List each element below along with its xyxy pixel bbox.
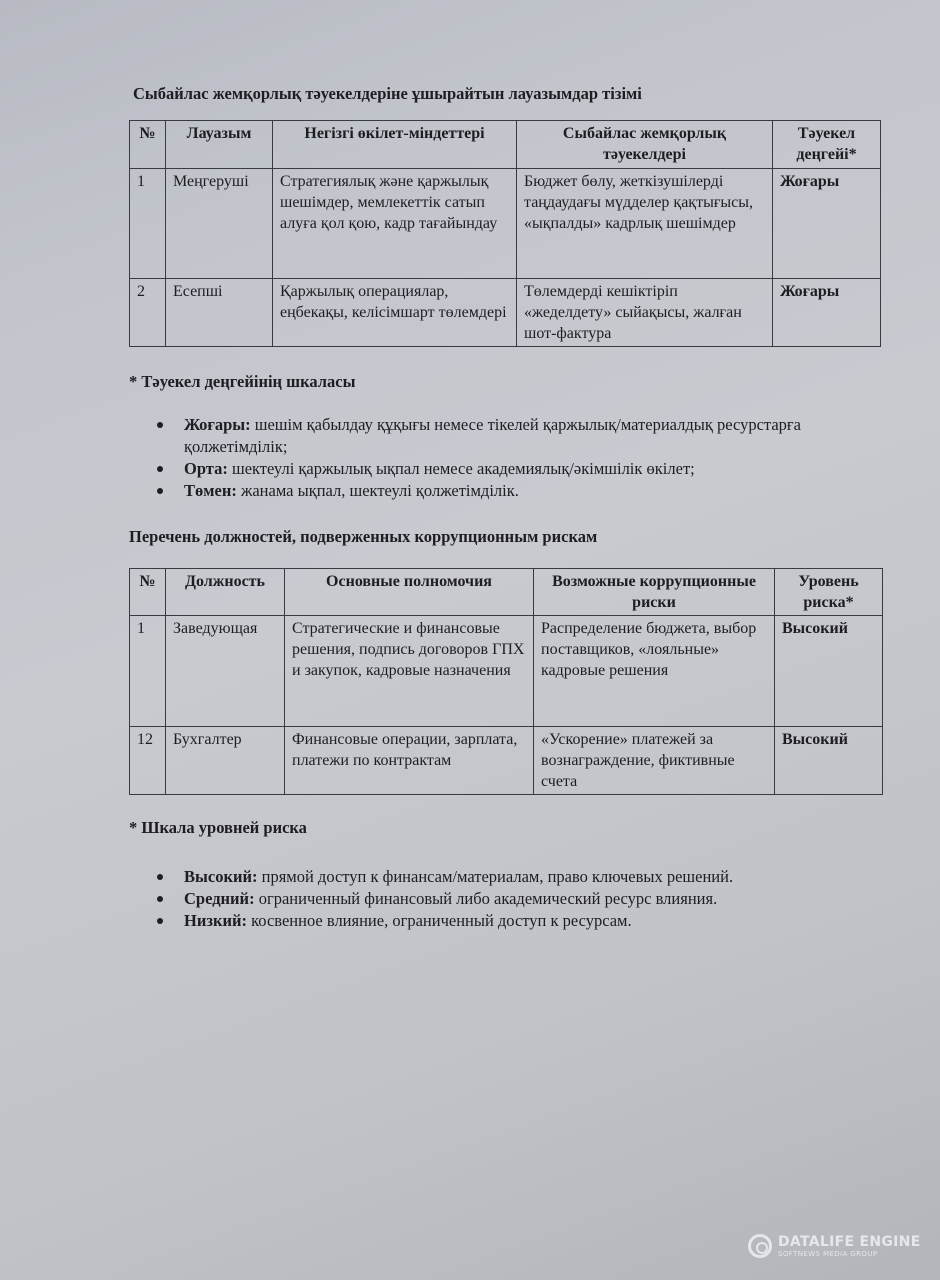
watermark-logo bbox=[748, 1234, 921, 1258]
cell-position: Меңгеруші bbox=[166, 169, 273, 279]
cell-risks: Распределение бюджета, выбор поставщиков, «лояльные» кадровые решения bbox=[534, 616, 775, 727]
list-item bbox=[157, 888, 857, 910]
kz-scale-title: * Тәуекел деңгейінің шкаласы bbox=[129, 372, 356, 391]
scale-text: прямой доступ к финансам/материалам, право ключевых решений. bbox=[261, 867, 734, 886]
cell-risk-level: Жоғары bbox=[773, 279, 881, 347]
col-header-duties: Основные полномочия bbox=[285, 569, 534, 616]
watermark-icon bbox=[748, 1234, 772, 1258]
ru-risk-table bbox=[129, 568, 883, 795]
table-row bbox=[130, 616, 883, 727]
cell-number: 2 bbox=[130, 279, 166, 347]
kz-scale-list bbox=[157, 414, 837, 502]
cell-risk-level: Высокий bbox=[775, 616, 883, 727]
cell-number: 12 bbox=[130, 727, 166, 795]
cell-risk-level: Высокий bbox=[775, 727, 883, 795]
ru-scale-list bbox=[157, 866, 857, 932]
table-header-row bbox=[130, 569, 883, 616]
cell-duties: Стратегиялық және қаржылық шешімдер, мемлекеттік сатып алуға қол қою, кадр тағайындау bbox=[273, 169, 517, 279]
scale-label: Низкий: bbox=[184, 911, 247, 930]
cell-position: Бухгалтер bbox=[166, 727, 285, 795]
table-row bbox=[130, 279, 881, 347]
bullet-icon bbox=[157, 896, 163, 902]
cell-risks: Төлемдерді кешіктіріп «жеделдету» сыйақысы, жалған шот-фактура bbox=[517, 279, 773, 347]
scale-text: ограниченный финансовый либо академический ресурс влияния. bbox=[258, 889, 718, 908]
col-header-risk-level: Уровень риска* bbox=[775, 569, 883, 616]
ru-table-title: Перечень должностей, подверженных коррупционным рискам bbox=[129, 527, 598, 546]
cell-risk-level: Жоғары bbox=[773, 169, 881, 279]
scale-text: косвенное влияние, ограниченный доступ к ресурсам. bbox=[251, 911, 632, 930]
cell-duties: Финансовые операции, зарплата, платежи по контрактам bbox=[285, 727, 534, 795]
col-header-number: № bbox=[130, 121, 166, 169]
list-item bbox=[157, 866, 857, 888]
col-header-risks: Возможные коррупционные риски bbox=[534, 569, 775, 616]
col-header-risk-level: Тәуекел деңгейі* bbox=[773, 121, 881, 169]
cell-duties: Стратегические и финансовые решения, подпись договоров ГПХ и закупок, кадровые назначения bbox=[285, 616, 534, 727]
scale-label: Средний: bbox=[184, 889, 255, 908]
cell-position: Заведующая bbox=[166, 616, 285, 727]
col-header-position: Лауазым bbox=[166, 121, 273, 169]
col-header-risks: Сыбайлас жемқорлық тәуекелдері bbox=[517, 121, 773, 169]
kz-risk-table bbox=[129, 120, 881, 347]
cell-number: 1 bbox=[130, 169, 166, 279]
table-row bbox=[130, 727, 883, 795]
scale-label: Высокий: bbox=[184, 867, 258, 886]
scale-label: Төмен: bbox=[184, 481, 237, 500]
ru-scale-title: * Шкала уровней риска bbox=[129, 818, 307, 837]
col-header-number: № bbox=[130, 569, 166, 616]
scale-label: Жоғары: bbox=[184, 415, 251, 434]
kz-table-title: Сыбайлас жемқорлық тәуекелдеріне ұшырайтын лауазымдар тізімі bbox=[133, 84, 642, 103]
cell-number: 1 bbox=[130, 616, 166, 727]
list-item bbox=[157, 414, 837, 458]
bullet-icon bbox=[157, 918, 163, 924]
scale-label: Орта: bbox=[184, 459, 228, 478]
scale-text: шектеулі қаржылық ықпал немесе академиялық/әкімшілік өкілет; bbox=[231, 459, 695, 478]
bullet-icon bbox=[157, 422, 163, 428]
col-header-duties: Негізгі өкілет-міндеттері bbox=[273, 121, 517, 169]
scale-text: жанама ықпал, шектеулі қолжетімділік. bbox=[240, 481, 519, 500]
cell-risks: Бюджет бөлу, жеткізушілерді таңдаудағы мүдделер қақтығысы, «ықпалды» кадрлық шешімдер bbox=[517, 169, 773, 279]
list-item bbox=[157, 480, 837, 502]
bullet-icon bbox=[157, 874, 163, 880]
list-item bbox=[157, 458, 837, 480]
table-row bbox=[130, 169, 881, 279]
watermark-sub-text: SOFTNEWS MEDIA GROUP bbox=[778, 1249, 878, 1258]
list-item bbox=[157, 910, 857, 932]
bullet-icon bbox=[157, 466, 163, 472]
cell-risks: «Ускорение» платежей за вознаграждение, фиктивные счета bbox=[534, 727, 775, 795]
col-header-position: Должность bbox=[166, 569, 285, 616]
cell-position: Есепші bbox=[166, 279, 273, 347]
bullet-icon bbox=[157, 488, 163, 494]
scale-text: шешім қабылдау құқығы немесе тікелей қаржылық/материалдық ресурстарға қолжетімділік; bbox=[184, 415, 801, 456]
cell-duties: Қаржылық операциялар, еңбекақы, келісімшарт төлемдері bbox=[273, 279, 517, 347]
table-header-row bbox=[130, 121, 881, 169]
watermark-main-text: DATALIFE ENGINE bbox=[778, 1233, 921, 1250]
